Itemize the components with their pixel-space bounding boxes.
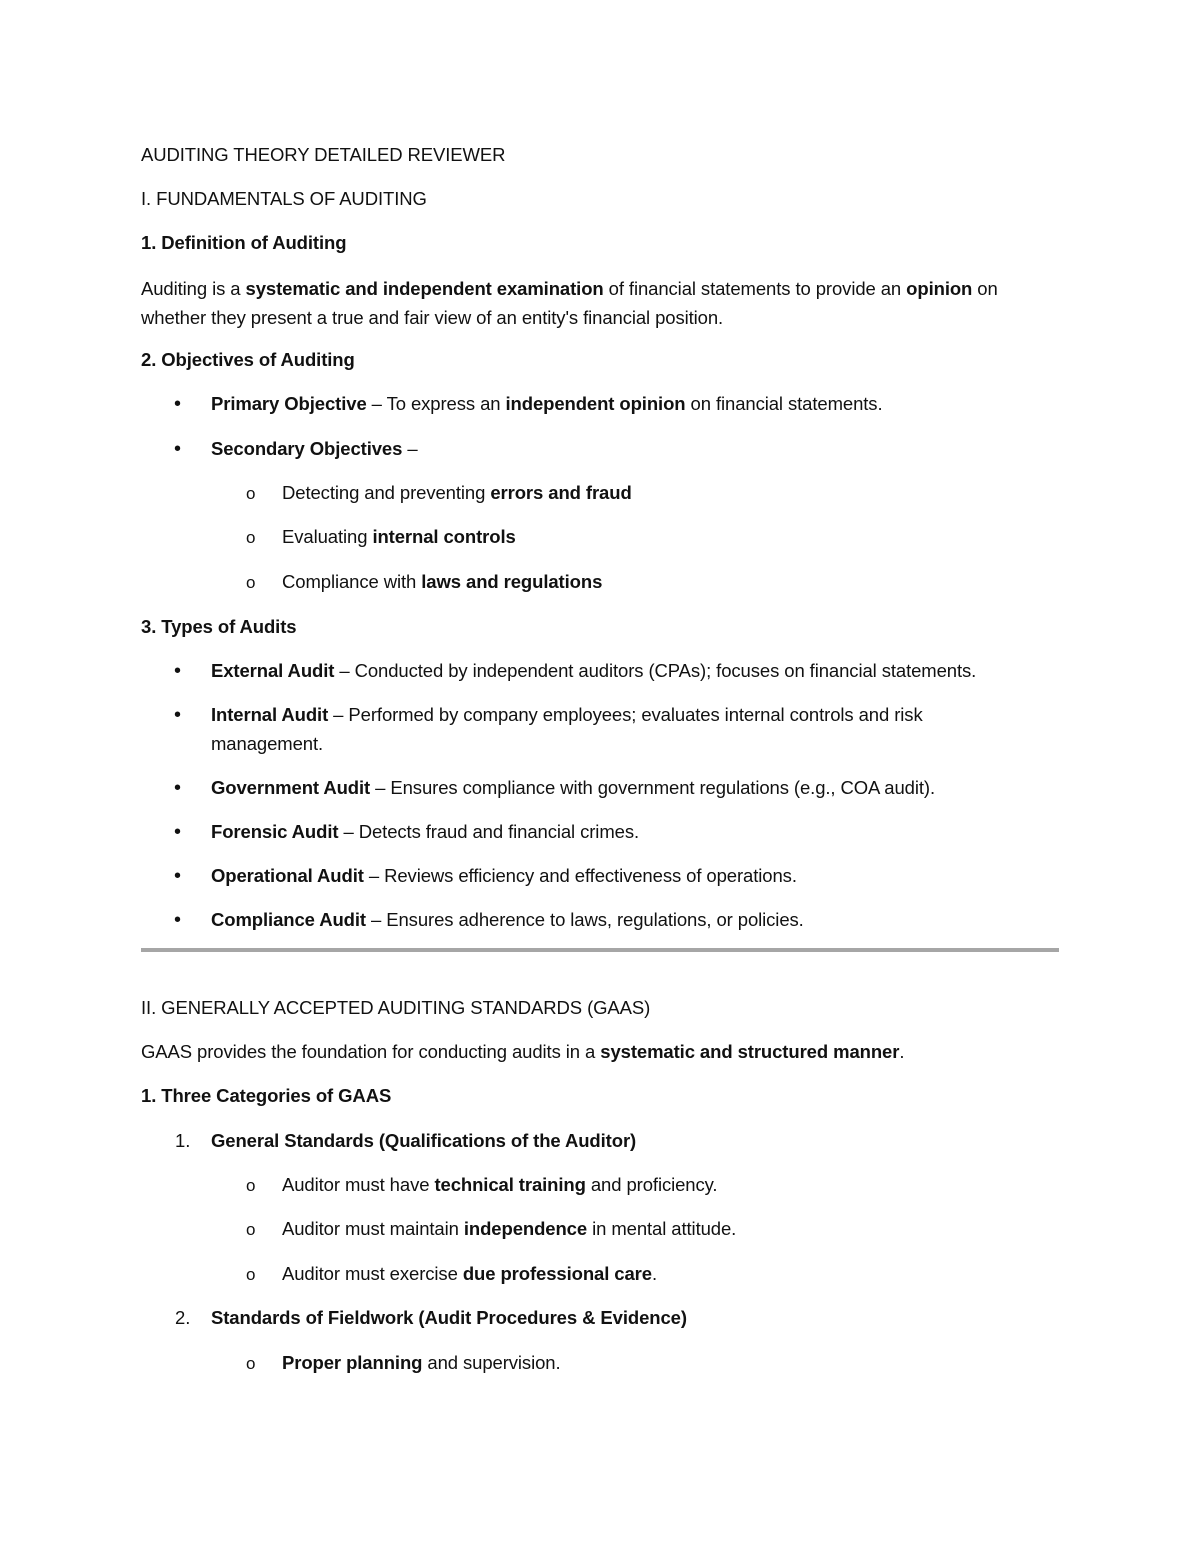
list-number: 1. — [175, 1130, 191, 1151]
sub-list-item: Proper planning and supervision. — [282, 1352, 561, 1373]
subheading-types: 3. Types of Audits — [141, 616, 297, 637]
list-item-internal-audit-cont: management. — [211, 733, 324, 754]
paragraph-definition-line1: Auditing is a systematic and independent examination of financial statements to provide an opinion on — [141, 278, 998, 299]
sub-bullet-icon: o — [246, 528, 256, 547]
section-heading-gaas: II. GENERALLY ACCEPTED AUDITING STANDARDS (GAAS) — [141, 997, 651, 1018]
list-item-external-audit: External Audit – Conducted by independent auditors (CPAs); focuses on financial statements. — [211, 660, 977, 681]
sub-bullet-icon: o — [246, 1354, 256, 1373]
bullet-icon: • — [174, 777, 182, 799]
bullet-icon: • — [174, 438, 182, 460]
list-item-government-audit: Government Audit – Ensures compliance with government regulations (e.g., COA audit). — [211, 777, 936, 798]
sub-bullet-icon: o — [246, 484, 256, 503]
subheading-definition: 1. Definition of Auditing — [141, 232, 347, 253]
subheading-categories: 1. Three Categories of GAAS — [141, 1085, 392, 1106]
bullet-icon: • — [174, 393, 182, 415]
bullet-icon: • — [174, 704, 182, 726]
list-item-compliance-audit: Compliance Audit – Ensures adherence to laws, regulations, or policies. — [211, 909, 804, 930]
horizontal-divider — [141, 948, 1059, 952]
sub-list-item: Detecting and preventing errors and fraud — [282, 482, 632, 503]
list-item-forensic-audit: Forensic Audit – Detects fraud and financial crimes. — [211, 821, 640, 842]
sub-list-item: Compliance with laws and regulations — [282, 571, 603, 592]
list-item-operational-audit: Operational Audit – Reviews efficiency and effectiveness of operations. — [211, 865, 797, 886]
sub-bullet-icon: o — [246, 573, 256, 592]
section-heading-fundamentals: I. FUNDAMENTALS OF AUDITING — [141, 188, 427, 209]
bullet-icon: • — [174, 660, 182, 682]
list-item-internal-audit: Internal Audit – Performed by company employees; evaluates internal controls and risk — [211, 704, 923, 725]
subheading-objectives: 2. Objectives of Auditing — [141, 349, 355, 370]
list-item-secondary-objectives: Secondary Objectives – — [211, 438, 418, 459]
bullet-icon: • — [174, 909, 182, 931]
bullet-icon: • — [174, 821, 182, 843]
list-item-fieldwork-standards: Standards of Fieldwork (Audit Procedures & Evidence) — [211, 1307, 687, 1328]
sub-bullet-icon: o — [246, 1265, 256, 1284]
sub-list-item: Evaluating internal controls — [282, 526, 516, 547]
paragraph-definition-line2: whether they present a true and fair view of an entity's financial position. — [141, 307, 724, 328]
paragraph-gaas-intro: GAAS provides the foundation for conducting audits in a systematic and structured manner. — [141, 1041, 905, 1062]
sub-bullet-icon: o — [246, 1220, 256, 1239]
sub-list-item: Auditor must have technical training and proficiency. — [282, 1174, 718, 1195]
sub-list-item: Auditor must exercise due professional care. — [282, 1263, 658, 1284]
sub-list-item: Auditor must maintain independence in mental attitude. — [282, 1218, 737, 1239]
list-item-primary-objective: Primary Objective – To express an independent opinion on financial statements. — [211, 393, 883, 414]
list-item-general-standards: General Standards (Qualifications of the Auditor) — [211, 1130, 637, 1151]
document-title: AUDITING THEORY DETAILED REVIEWER — [141, 144, 506, 165]
bullet-icon: • — [174, 865, 182, 887]
sub-bullet-icon: o — [246, 1176, 256, 1195]
list-number: 2. — [175, 1307, 191, 1328]
